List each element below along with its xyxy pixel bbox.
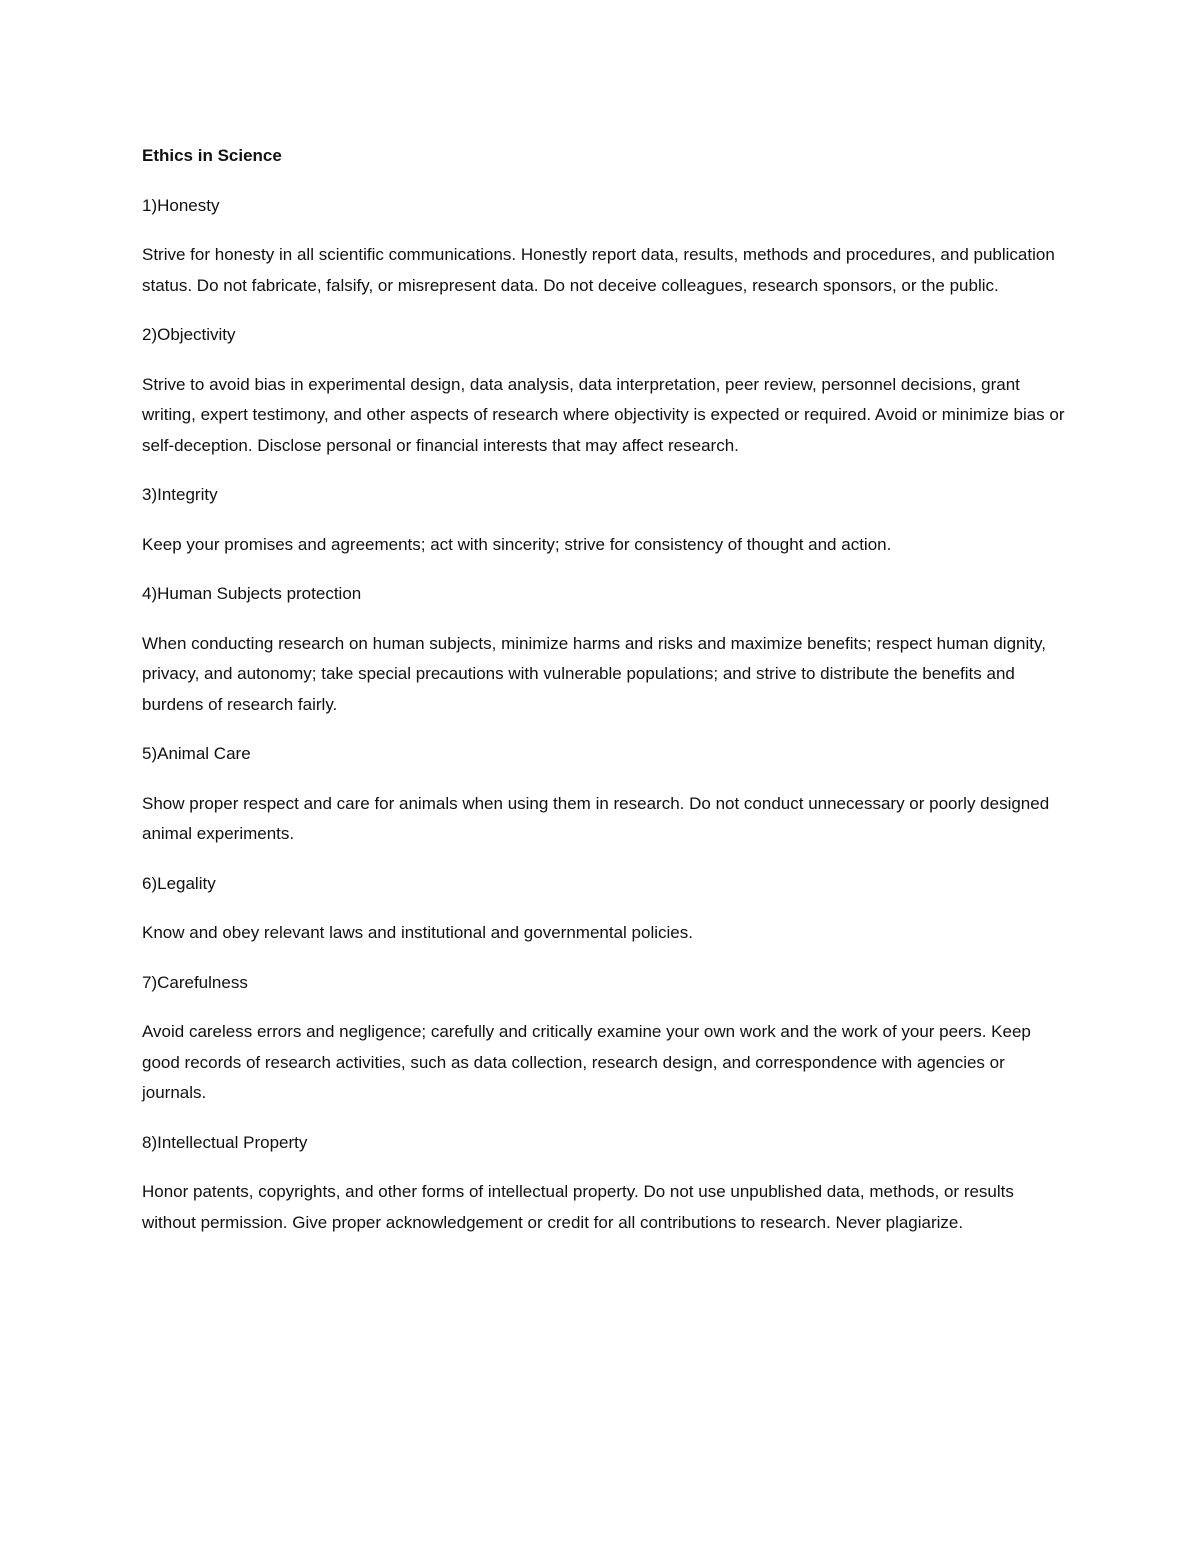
section-heading: 8)Intellectual Property	[142, 1132, 308, 1152]
section-heading: 2)Objectivity	[142, 325, 236, 344]
section-paragraph: When conducting research on human subjects, minimize harms and risks and maximize benefits; respect human dignity, privacy, and autonomy; take special precautions with vulnerable populations; and strive to distribute the benefits and burdens of research fairly.	[142, 633, 1046, 714]
section-integrity	[142, 480, 1072, 560]
section-paragraph: Keep your promises and agreements; act with sincerity; strive for consistency of thought and action.	[142, 534, 892, 554]
section-heading: 4)Human Subjects protection	[142, 584, 362, 603]
section-carefulness	[142, 968, 1072, 1109]
section-heading: 5)Animal Care	[142, 744, 251, 763]
section-heading: 1)Honesty	[142, 195, 220, 215]
section-heading: 6)Legality	[142, 873, 216, 893]
section-paragraph: Avoid careless errors and negligence; carefully and critically examine your own work and the work of your peers. Keep good records of research activities, such as data collection, research design, and correspondence with agencies or journals.	[142, 1022, 1031, 1102]
section-paragraph: Show proper respect and care for animals when using them in research. Do not conduct unnecessary or poorly designed animal experiments.	[142, 793, 1050, 843]
section-animal-care	[142, 739, 1072, 850]
section-human-subjects-protection	[142, 579, 1072, 720]
document-body	[142, 141, 1072, 1257]
section-intellectual-property	[142, 1128, 1072, 1239]
document-title: Ethics in Science	[142, 146, 282, 165]
section-honesty	[142, 191, 1072, 302]
section-paragraph: Honor patents, copyrights, and other forms of intellectual property. Do not use unpublished data, methods, or results without permission. Give proper acknowledgement or credit for all contributions to research. Never plagiarize.	[142, 1182, 1014, 1232]
section-paragraph: Strive for honesty in all scientific communications. Honestly report data, results, methods and procedures, and publication status. Do not fabricate, falsify, or misrepresent data. Do not deceive colleagues, research sponsors, or the public.	[142, 245, 1055, 295]
section-legality	[142, 869, 1072, 949]
section-objectivity	[142, 320, 1072, 461]
section-paragraph: Strive to avoid bias in experimental design, data analysis, data interpretation, peer review, personnel decisions, grant writing, expert testimony, and other aspects of research where objectivity is expected or required. Avoid or minimize bias or self-deception. Disclose personal or financial interests that may affect research.	[142, 374, 1065, 455]
section-heading: 3)Integrity	[142, 485, 218, 504]
section-paragraph: Know and obey relevant laws and institutional and governmental policies.	[142, 923, 693, 942]
section-heading: 7)Carefulness	[142, 972, 248, 992]
